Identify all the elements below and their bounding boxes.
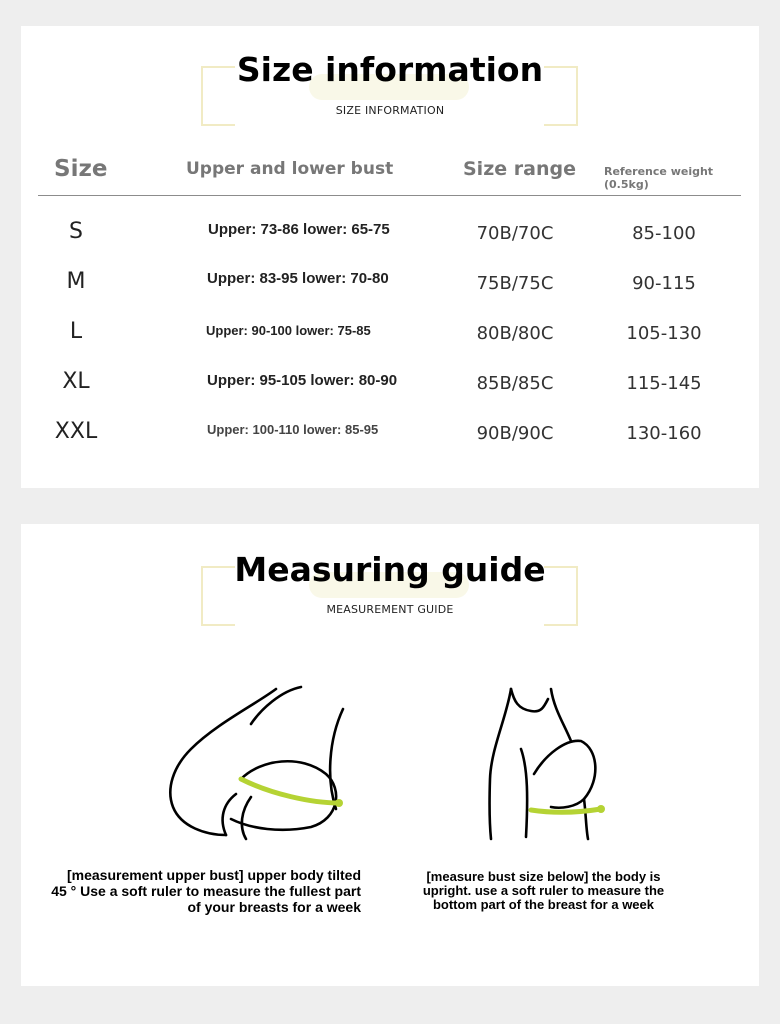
lower-bust-illustration [476,679,626,849]
size-information-card [21,26,759,488]
section-subtitle: SIZE INFORMATION [335,104,445,117]
header-reference-weight: Reference weight (0.5kg) [604,165,714,191]
header-size-range: Size range [463,158,576,180]
table-row-bust: Upper: 83-95 lower: 70-80 [207,270,389,287]
section-subtitle: MEASUREMENT GUIDE [326,603,454,616]
measuring-guide-card [21,524,759,986]
table-row-size: M [66,269,86,294]
caption-line: [measurement upper bust] upper body tilted [66,867,361,883]
section-title: Size information [236,50,544,89]
table-row-size: XXL [54,419,98,444]
table-row-weight: 130-160 [626,423,702,444]
table-row-bust: Upper: 100-110 lower: 85-95 [207,422,379,437]
tape-end [597,805,605,813]
table-row-weight: 105-130 [626,323,702,344]
table-row-bust: Upper: 73-86 lower: 65-75 [208,221,390,238]
table-row-range: 70B/70C [476,223,554,244]
section-title: Measuring guide [234,550,546,589]
tape-measure [241,779,339,803]
table-row-size: L [69,319,83,344]
table-row-weight: 85-100 [632,223,696,244]
header-size: Size [54,156,108,182]
caption-line: of your breasts for a week [187,899,361,915]
table-row-bust: Upper: 95-105 lower: 80-90 [207,372,398,389]
lower-bust-caption [406,870,681,912]
table-row-weight: 90-115 [632,273,696,294]
upper-bust-illustration [161,679,361,849]
table-row-range: 80B/80C [476,323,554,344]
upper-bust-caption [21,867,361,915]
table-row-bust: Upper: 90-100 lower: 75-85 [206,323,371,338]
table-row-size: S [69,219,83,244]
caption-line: bottom part of the breast for a week [432,897,655,912]
header-bust: Upper and lower bust [186,159,394,179]
header-divider [38,195,741,196]
table-row-weight: 115-145 [626,373,702,394]
table-row-range: 85B/85C [476,373,554,394]
tape-end [335,799,343,807]
table-row-size: XL [62,369,90,394]
caption-line: [measure bust size below] the body is [426,869,661,884]
table-row-range: 90B/90C [476,423,554,444]
tape-measure [531,809,601,812]
table-row-range: 75B/75C [476,273,554,294]
caption-line: upright. use a soft ruler to measure the [422,883,665,898]
caption-line: 45 ° Use a soft ruler to measure the fullest part [51,883,361,899]
